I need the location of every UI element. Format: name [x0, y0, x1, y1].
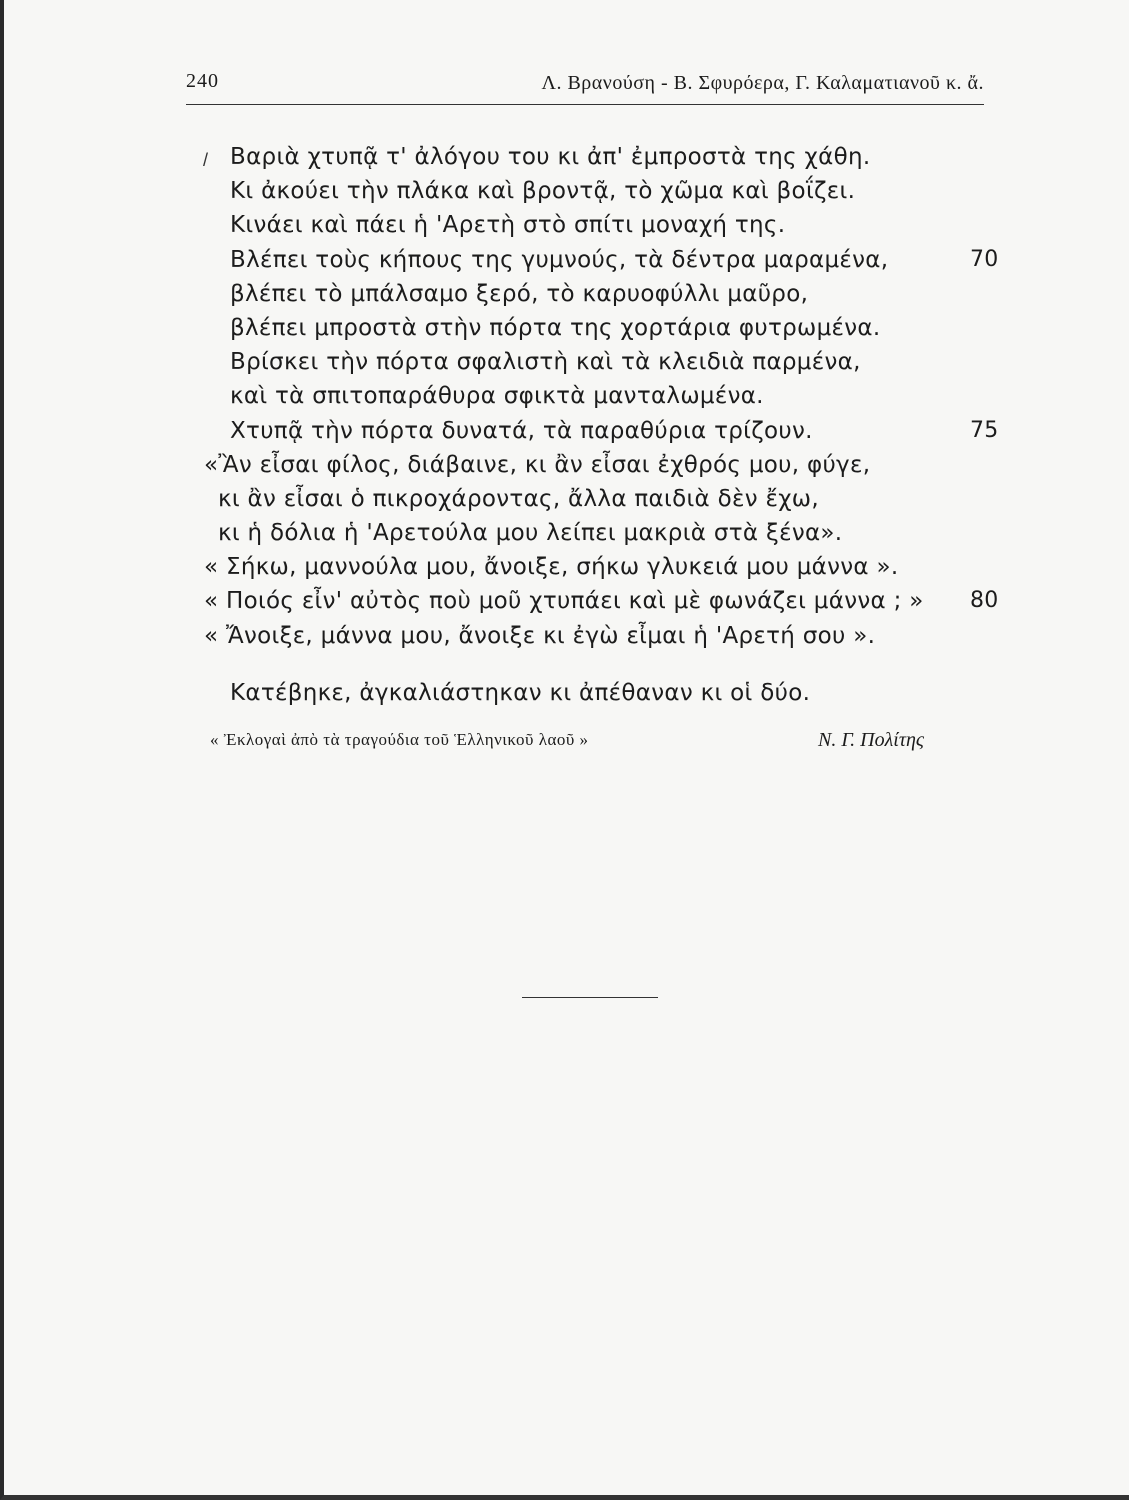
verse-text: « Ἄνοιξε, μάννα μου, ἄνοιξε κι ἐγὼ εἶμαι ἡ 'Αρετή σου ». [204, 622, 876, 649]
verse-line [186, 550, 1006, 584]
verse-line [186, 516, 1006, 550]
verse-line [186, 448, 1006, 482]
running-head: Λ. Βρανούση - Β. Σφυρόερα, Γ. Καλαματιανοῦ κ. ἄ. [541, 72, 984, 94]
verse-line [186, 140, 1006, 174]
verse-line [186, 277, 1006, 311]
source-citation: « Ἐκλογαὶ ἀπὸ τὰ τραγούδια τοῦ Ἑλληνικοῦ λαοῦ » [210, 730, 589, 749]
line-number: 75 [970, 417, 999, 443]
final-verse: Κατέβηκε, ἀγκαλιάστηκαν κι ἀπέθαναν κι οἱ δύο. [230, 680, 811, 706]
verse-text: «Ἂν εἶσαι φίλος, διάβαινε, κι ἂν εἶσαι ἐχθρός μου, φύγε, [204, 451, 871, 478]
verse-text: βλέπει μπροστὰ στὴν πόρτα της χορτάρια φυτρωμένα. [230, 314, 881, 341]
verse-text: « Σήκω, μαννούλα μου, ἄνοιξε, σήκω γλυκειά μου μάννα ». [204, 554, 899, 581]
verse-line [186, 345, 1006, 379]
verse-line [186, 584, 1006, 618]
verse-line [186, 414, 1006, 448]
verse-line [186, 482, 1006, 516]
verse-text: Βλέπει τοὺς κήπους της γυμνούς, τὰ δέντρα μαραμένα, [230, 246, 889, 273]
verse-text: κι ἡ δόλια ἡ 'Αρετούλα μου λείπει μακριὰ στὰ ξένα». [218, 520, 843, 547]
verse-line [186, 619, 1006, 653]
verse-text: « Ποιός εἶν' αὐτὸς ποὺ μοῦ χτυπάει καὶ μὲ φωνάζει μάννα ; » [204, 588, 924, 615]
verse-text: Βρίσκει τὴν πόρτα σφαλιστὴ καὶ τὰ κλειδιὰ παρμένα, [230, 349, 861, 376]
page-header [186, 64, 984, 105]
poem [186, 140, 1006, 653]
line-number: 70 [970, 246, 999, 272]
verse-line [186, 311, 1006, 345]
verse-text: βλέπει τὸ μπάλσαμο ξερό, τὸ καρυοφύλλι μαῦρο, [230, 280, 809, 307]
verse-text: Κινάει καὶ πάει ἡ 'Αρετὴ στὸ σπίτι μοναχή της. [230, 212, 786, 239]
page-number: 240 [186, 70, 219, 92]
verse-text: Βαριὰ χτυπᾷ τ' ἀλόγου του κι ἀπ' ἐμπροστὰ της χάθη. [230, 144, 871, 170]
verse-line [186, 243, 1006, 277]
verse-text: καὶ τὰ σπιτοπαράθυρα σφικτὰ μανταλωμένα. [230, 383, 764, 410]
verse-text: Χτυπᾷ τὴν πόρτα δυνατά, τὰ παραθύρια τρίζουν. [230, 417, 813, 444]
verse-line [186, 208, 1006, 242]
verse-line [186, 174, 1006, 208]
verse-text: Κι ἀκούει τὴν πλάκα καὶ βροντᾷ, τὸ χῶμα καὶ βοΐζει. [230, 178, 856, 205]
author-credit: Ν. Γ. Πολίτης [818, 729, 925, 751]
margin-mark: / [203, 150, 209, 170]
verse-line [186, 379, 1006, 413]
end-rule [522, 997, 658, 998]
line-number: 80 [970, 588, 999, 614]
verse-text: κι ἂν εἶσαι ὁ πικροχάροντας, ἄλλα παιδιὰ δὲν ἔχω, [218, 485, 819, 512]
